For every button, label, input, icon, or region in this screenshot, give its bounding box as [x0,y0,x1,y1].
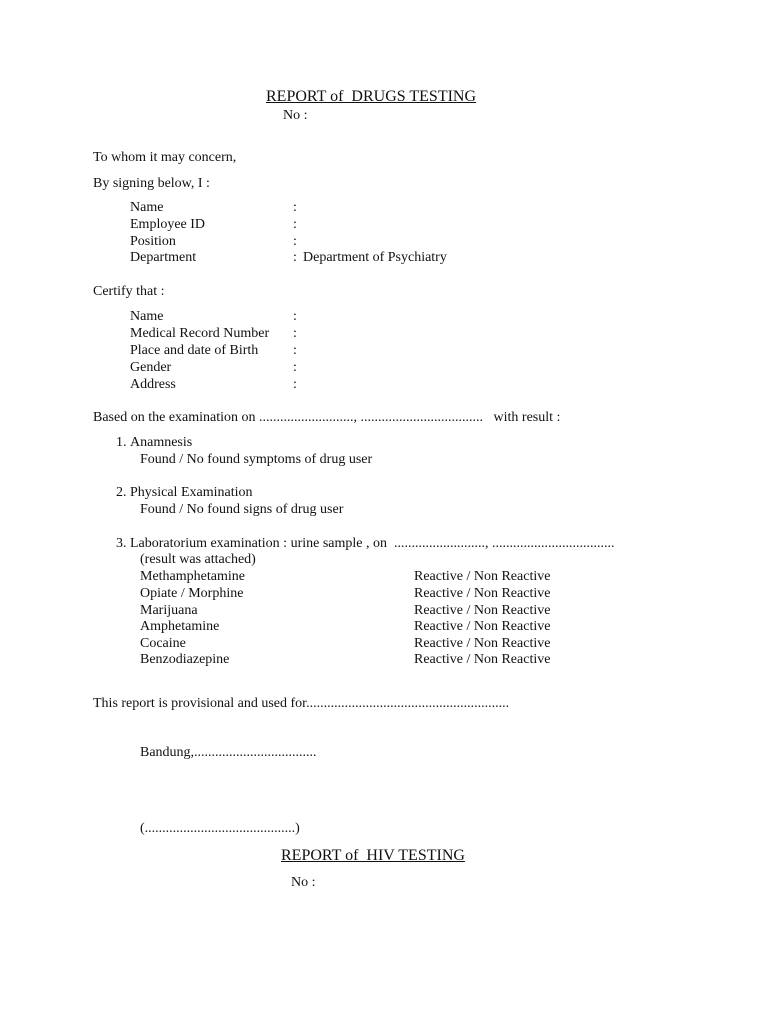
subject-gender-colon: : [293,360,297,375]
item-1-number: 1. [116,435,127,450]
subject-name-label: Name [130,309,164,324]
signer-department-value: Department of Psychiatry [303,250,447,265]
item-3-number: 3. [116,536,127,551]
subject-address-colon: : [293,377,297,392]
subject-birth-label: Place and date of Birth [130,343,259,358]
signer-position-label: Position [130,234,176,249]
subject-gender-label: Gender [130,360,172,375]
item-3-title: Laboratorium examination : urine sample , on .........................., ................................... [130,536,615,551]
signer-department-label: Department [130,250,197,265]
signer-position-colon: : [293,234,297,249]
lab-drug-name: Benzodiazepine [140,652,230,667]
drugs-report-number: No : [283,108,308,123]
provisional-statement: This report is provisional and used for.......................................................... [93,696,510,711]
subject-mrn-colon: : [293,326,297,341]
signing-intro: By signing below, I : [93,176,210,191]
item-3-detail: (result was attached) [140,552,256,567]
lab-drug-result: Reactive / Non Reactive [414,569,551,584]
subject-name-colon: : [293,309,297,324]
item-2-title: Physical Examination [130,485,253,500]
lab-drug-name: Cocaine [140,636,186,651]
drugs-report-title: REPORT of DRUGS TESTING [266,88,477,105]
signer-department-colon: : [293,250,297,265]
place-date: Bandung,................................... [140,745,317,760]
lab-drug-result: Reactive / Non Reactive [414,652,551,667]
lab-drug-name: Opiate / Morphine [140,586,244,601]
salutation: To whom it may concern, [93,150,237,165]
signer-name-label: Name [130,200,164,215]
lab-drug-result: Reactive / Non Reactive [414,603,551,618]
exam-intro: Based on the examination on ..........................., ................................... with result : [93,410,561,425]
lab-drug-result: Reactive / Non Reactive [414,619,551,634]
lab-drug-name: Methamphetamine [140,569,245,584]
item-2-number: 2. [116,485,127,500]
subject-mrn-label: Medical Record Number [130,326,270,341]
subject-address-label: Address [130,377,176,392]
signature-line: (...........................................) [140,821,300,836]
signer-employee-id-colon: : [293,217,297,232]
subject-birth-colon: : [293,343,297,358]
item-1-title: Anamnesis [130,435,193,450]
item-1-detail: Found / No found symptoms of drug user [140,452,373,467]
signer-employee-id-label: Employee ID [130,217,206,232]
hiv-report-number: No : [291,875,316,890]
lab-drug-result: Reactive / Non Reactive [414,636,551,651]
lab-drug-result: Reactive / Non Reactive [414,586,551,601]
item-2-detail: Found / No found signs of drug user [140,502,344,517]
lab-drug-name: Marijuana [140,603,198,618]
hiv-report-title: REPORT of HIV TESTING [281,847,465,864]
lab-drug-name: Amphetamine [140,619,220,634]
certify-intro: Certify that : [93,284,165,299]
signer-name-colon: : [293,200,297,215]
